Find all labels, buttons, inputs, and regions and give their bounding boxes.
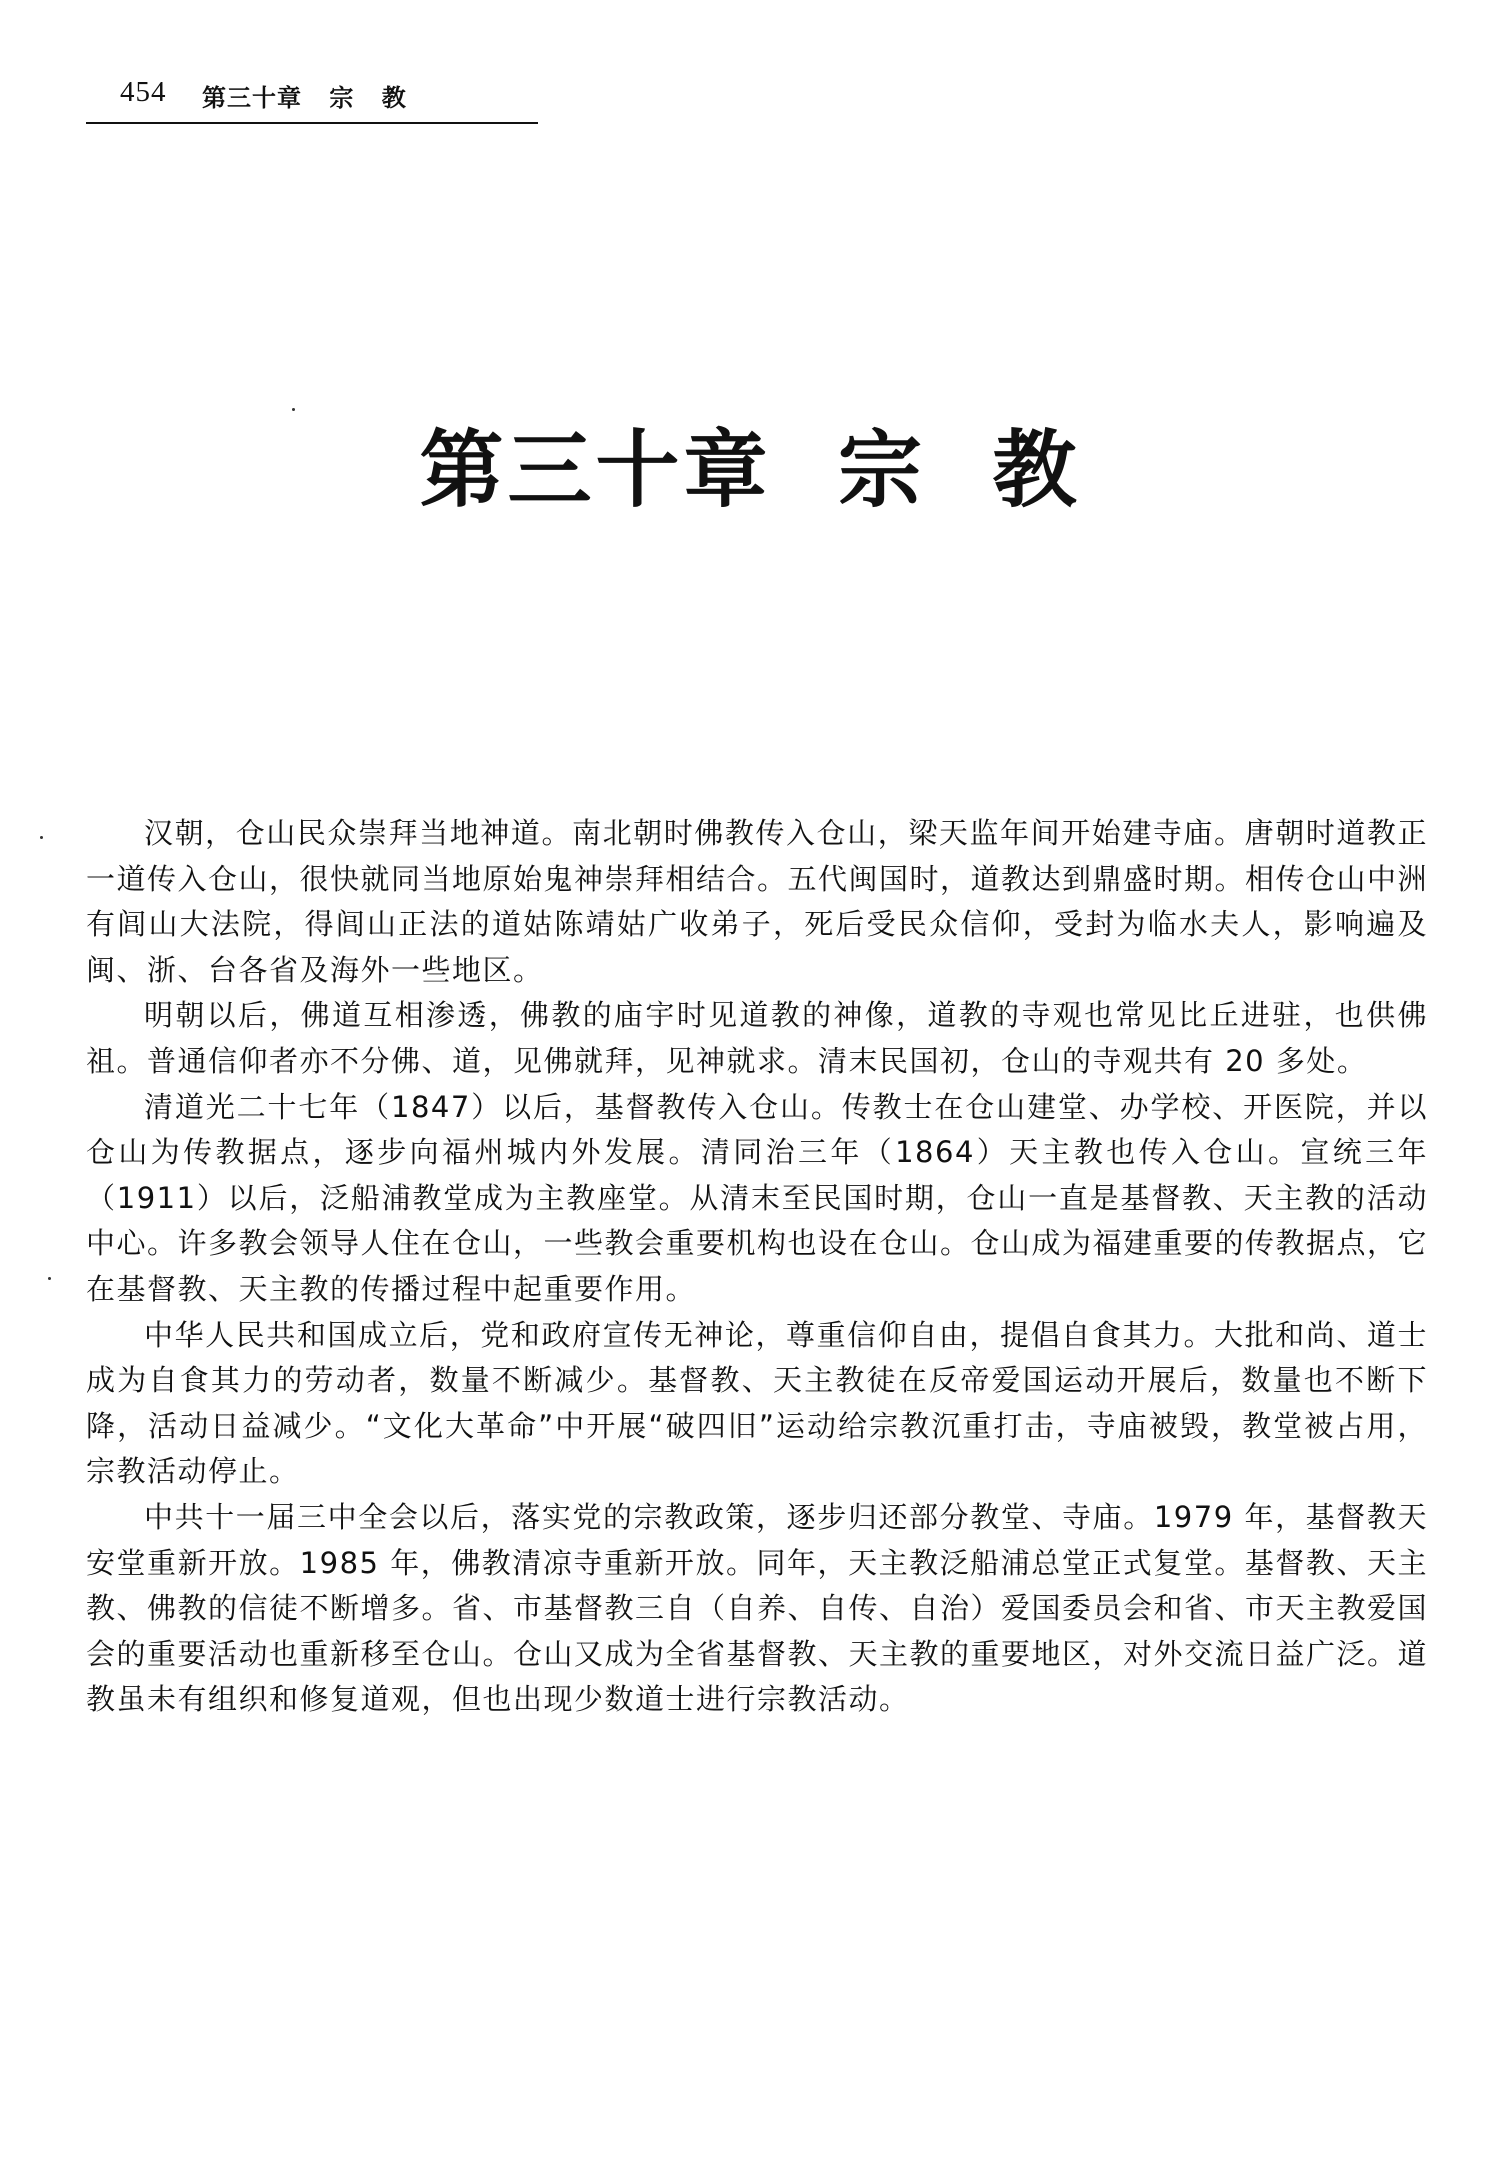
paragraph: 清道光二十七年（1847）以后，基督教传入仓山。传教士在仓山建堂、办学校、开医院，并以仓山为传教据点，逐步向福州城内外发展。清同治三年（1864）天主教也传入仓山。宣统三年（1911）以后，泛船浦教堂成为主教座堂。从清末至民国时期，仓山一直是基督教、天主教的活动中心。许多教会领导人住在仓山，一些教会重要机构也设在仓山。仓山成为福建重要的传教据点，它在基督教、天主教的传播过程中起重要作用。 bbox=[86, 1089, 1429, 1306]
running-header bbox=[86, 74, 538, 124]
paragraph: 中华人民共和国成立后，党和政府宣传无神论，尊重信仰自由，提倡自食其力。大批和尚、道士成为自食其力的劳动者，数量不断减少。基督教、天主教徒在反帝爱国运动开展后，数量也不断下降，活动日益减少。“文化大革命”中开展“破四旧”运动给宗教沉重打击，寺庙被毁，教堂被占用，宗教活动停止。 bbox=[86, 1317, 1428, 1489]
paragraph: 汉朝，仓山民众崇拜当地神道。南北朝时佛教传入仓山，梁天监年间开始建寺庙。唐朝时道教正一道传入仓山，很快就同当地原始鬼神崇拜相结合。五代闽国时，道教达到鼎盛时期。相传仓山中洲有闾山大法院，得闾山正法的道姑陈靖姑广收弟子，死后受民众信仰，受封为临水夫人，影响遍及闽、浙、台各省及海外一些地区。 bbox=[86, 816, 1429, 987]
running-title: 第三十章 宗 教 bbox=[202, 84, 407, 112]
paragraph: 明朝以后，佛道互相渗透，佛教的庙宇时见道教的神像，道教的寺观也常见比丘进驻，也供佛祖。普通信仰者亦不分佛、道，见佛就拜，见神就求。清末民国初，仓山的寺观共有 20 多处。 bbox=[86, 998, 1428, 1078]
chapter-title: 第三十章 宗 教 bbox=[419, 420, 1081, 519]
scan-speck bbox=[48, 1277, 51, 1280]
scan-speck bbox=[40, 836, 43, 839]
body-text bbox=[86, 811, 1428, 1723]
paragraph: 中共十一届三中全会以后，落实党的宗教政策，逐步归还部分教堂、寺庙。1979 年，基督教天安堂重新开放。1985 年，佛教清凉寺重新开放。同年，天主教泛船浦总堂正式复堂。基督教、天主教、佛教的信徒不断增多。省、市基督教三自（自养、自传、自治）爱国委员会和省、市天主教爱国会的重要活动也重新移至仓山。仓山又成为全省基督教、天主教的重要地区，对外交流日益广泛。道教虽未有组织和修复道观，但也出现少数道士进行宗教活动。 bbox=[86, 1499, 1429, 1717]
page-number: 454 bbox=[120, 76, 167, 108]
scan-speck bbox=[292, 408, 295, 411]
